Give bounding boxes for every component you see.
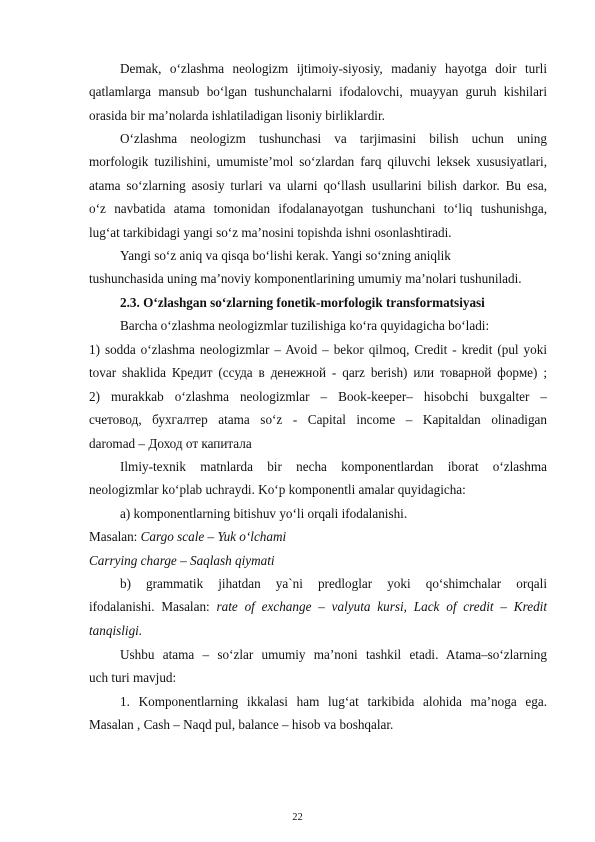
text-line: a) komponentlarning bitishuv yo‘li orqali ifodalanishi.	[120, 506, 408, 521]
paragraph-item-a	[89, 502, 547, 525]
paragraph-term-types	[89, 643, 547, 690]
section-heading	[89, 291, 547, 314]
example-label: ifodalanishi. Masalan:	[89, 599, 217, 615]
text-line: neologizmlar ko‘plab uchraydi. Ko‘p komponentli amalar quyidagicha:	[89, 482, 466, 498]
example-italic: Cargo scale – Yuk o‘lchami	[140, 529, 287, 544]
paragraph-item-1	[89, 690, 547, 737]
text-line: Demak, o‘zlashma neologizm ijtimoiy-siyosiy, madaniy hayotga doir turli	[120, 61, 547, 76]
text-line: orasida bir ma’nolarda ishlatiladigan lisoniy birliklardir.	[89, 107, 385, 123]
text-line: b) grammatik jihatdan ya`ni predloglar yoki qo‘shimchalar orqali	[120, 576, 547, 591]
text-line: morfologik tuzilishini, umumiste’mol so‘zlardan farq qiluvchi leksek xususiyatlari,	[89, 154, 547, 170]
example-italic: Carrying charge – Saqlash qiymati	[89, 553, 275, 568]
paragraph-scientific	[89, 455, 547, 502]
text-line: uch turi mavjud:	[89, 670, 177, 686]
text-line: tushunchasida uning ma’noviy komponentlarining umumiy ma’nolari tushuniladi.	[89, 271, 522, 287]
paragraph-item-b	[89, 572, 547, 642]
text-line: qatlamlarga mansub bo‘lgan tushunchalarni ifodalovchi, muayyan guruh kishilari	[89, 84, 547, 100]
paragraph-morphology	[89, 127, 547, 244]
example-label: Masalan:	[89, 529, 141, 544]
paragraph-structure	[89, 314, 547, 337]
text-line	[89, 595, 547, 618]
paragraph-example-1	[89, 525, 547, 548]
paragraph-examples	[89, 338, 547, 455]
text-line: atama so‘zlarning asosiy turlari va ularni qo‘llash usullarini bilish darkor. Bu esa,	[89, 177, 547, 193]
text-line: lug‘at tarkibidagi yangi so‘z ma’nosini topishda ishni osonlashtiradi.	[89, 224, 452, 240]
text-line: tovar shaklida Кредит (ссуда в денежной - qarz berish) или товарной форме) ;	[89, 365, 547, 381]
text-line: 2) murakkab o‘zlashma neologizmlar – Book-keeper– hisobchi buxgalter –	[89, 388, 547, 404]
paragraph-new-word	[89, 244, 547, 291]
example-italic: tanqisligi.	[89, 622, 143, 638]
text-line: Barcha o‘zlashma neologizmlar tuzilishiga ko‘ra quyidagicha bo‘ladi:	[120, 318, 490, 333]
text-line	[89, 525, 547, 548]
paragraph-example-2	[89, 549, 547, 572]
text-line: 1) sodda o‘zlashma neologizmlar – Avoid – bekor qilmoq, Credit - kredit (pul yoki	[89, 342, 547, 357]
text-line: O‘zlashma neologizm tushunchasi va tarjimasini bilish uchun uning	[120, 131, 547, 146]
text-line: Yangi so‘z aniq va qisqa bo‘lishi kerak. Yangi so‘zning aniqlik	[120, 248, 451, 263]
paragraph-definition	[89, 57, 547, 127]
text-line: Masalan , Cash – Naqd pul, balance – hisob va boshqalar.	[89, 717, 394, 733]
example-italic: rate of exchange – valyuta kursi, Lack of credit – Kredit	[216, 599, 547, 615]
text-line: daromad – Доход от капитала	[89, 435, 252, 451]
text-line: Ushbu atama – so‘zlar umumiy ma’noni tashkil etadi. Atama–so‘zlarning	[120, 647, 547, 662]
text-line: o‘z navbatida atama tomonidan ifodalanayotgan tushunchani to‘liq tushunishga,	[89, 201, 547, 217]
page-number: 22	[292, 812, 303, 823]
text-line: счетовод, бухгалтер atama so‘z - Capital income – Kapitaldan olinadigan	[89, 412, 547, 428]
text-line: Ilmiy-texnik matnlarda bir necha komponentlardan iborat o‘zlashma	[120, 459, 547, 474]
text-line: 1. Komponentlarning ikkalasi ham lug‘at tarkibida alohida ma’noga ega.	[120, 694, 547, 709]
heading-text: 2.3. O‘zlashgan so‘zlarning fonetik-morfologik transformatsiyasi	[120, 295, 485, 310]
